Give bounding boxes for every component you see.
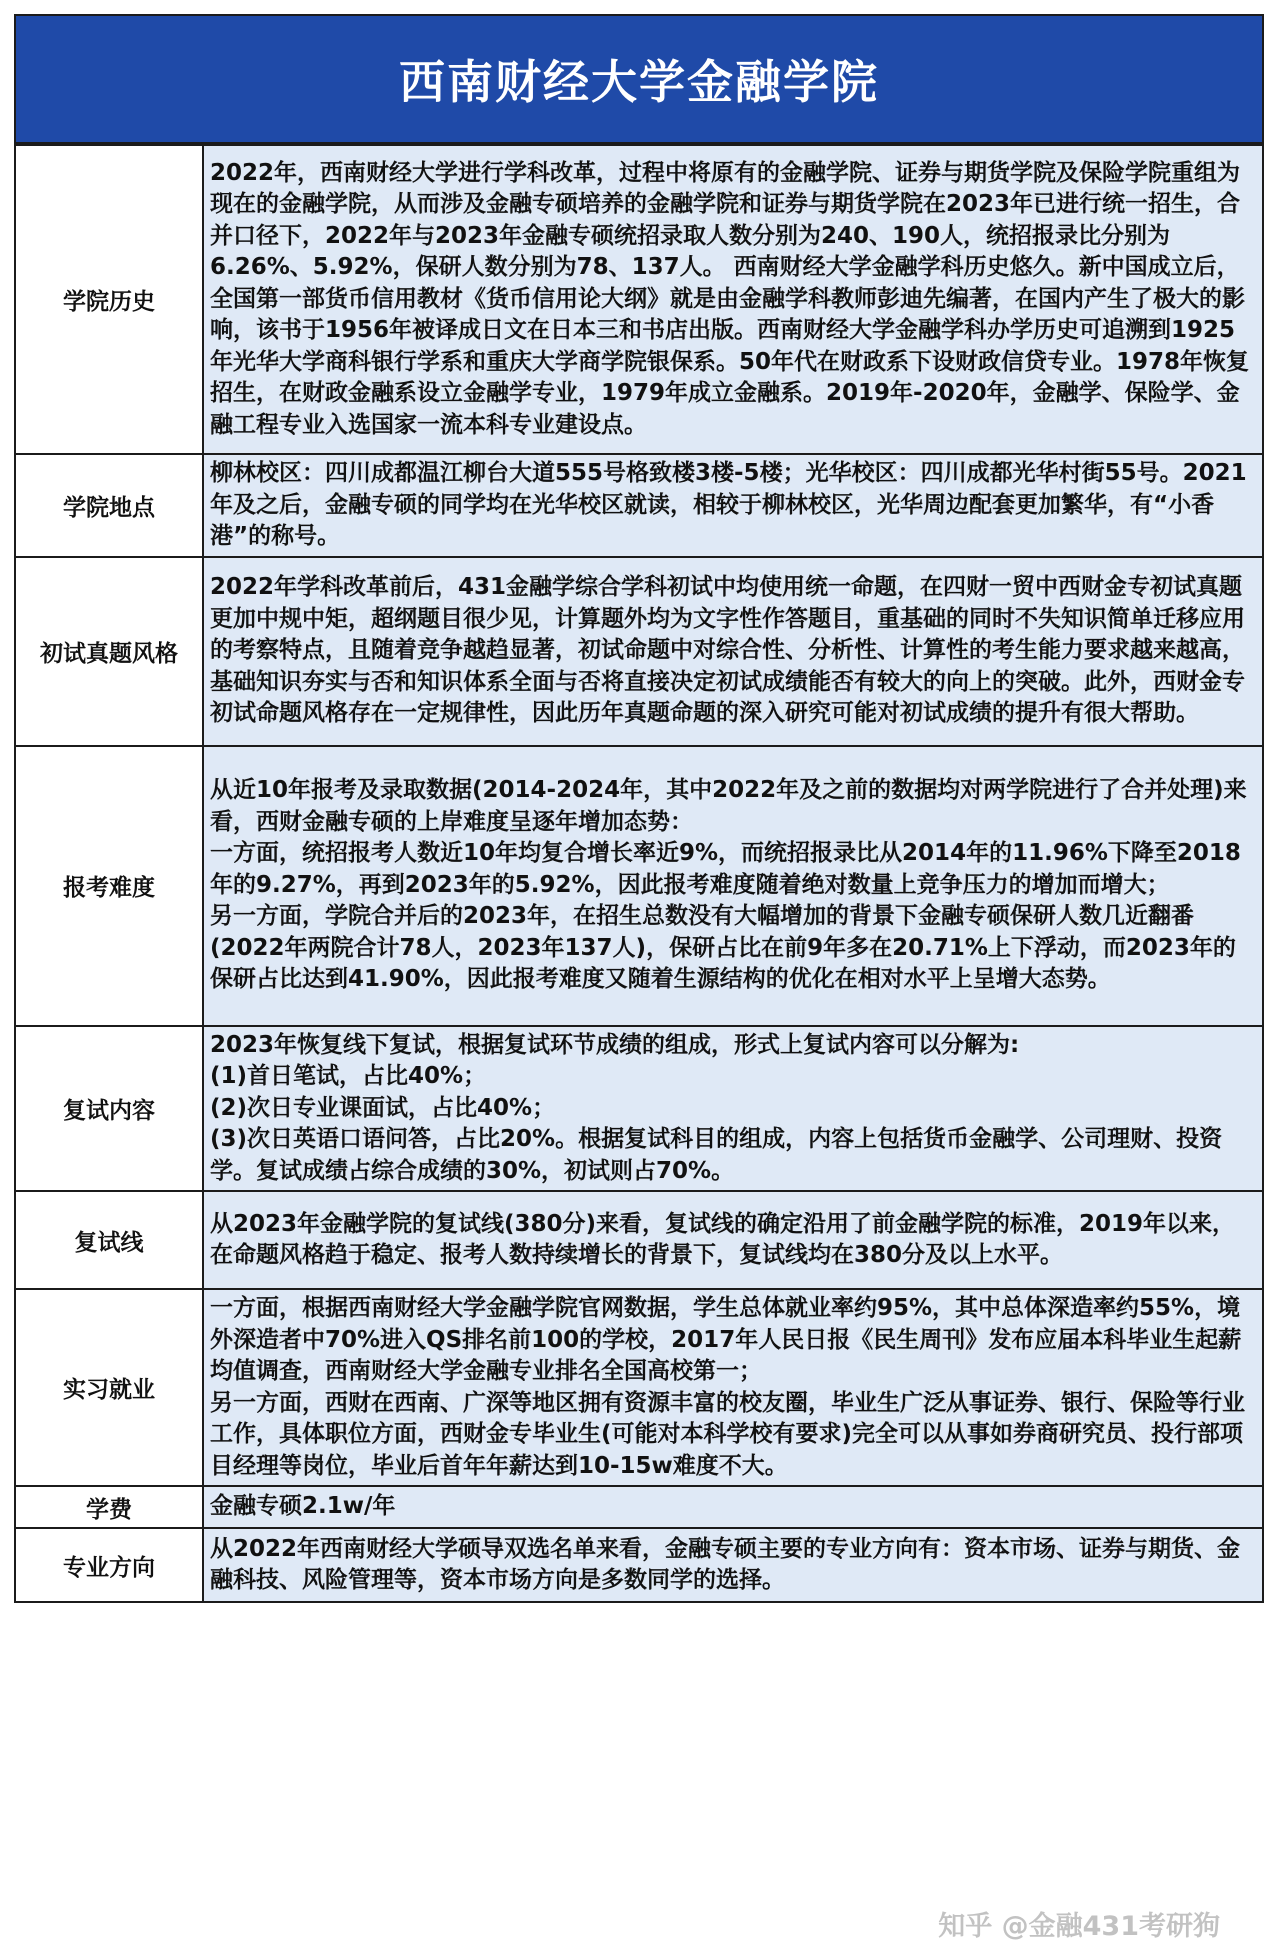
row-label-history: 学院历史 — [15, 145, 203, 454]
table-row — [15, 1528, 1263, 1602]
table-row — [15, 1026, 1263, 1192]
info-table — [14, 144, 1264, 1603]
table-row — [15, 1486, 1263, 1528]
paragraph: 2022年学科改革前后，431金融学综合学科初试中均使用统一命题，在四财一贸中西财金专初试真题更加中规中矩，超纲题目很少见，计算题外均为文字性作答题目，重基础的同时不失知识简单迁移应用的考察特点，且随着竞争越趋显著，初试命题中对综合性、分析性、计算性的考生能力要求越来越高，基础知识夯实与否和知识体系全面与否将直接决定初试成绩能否有较大的向上的突破。此外，西财金专初试命题风格存在一定规律性，因此历年真题命题的深入研究可能对初试成绩的提升有很大帮助。 — [210, 574, 1245, 727]
row-content-retest-content — [203, 1026, 1263, 1192]
paragraph: (1)首日笔试，占比40%； — [210, 1063, 487, 1089]
row-label-retest-line: 复试线 — [15, 1191, 203, 1289]
row-content-difficulty — [203, 746, 1263, 1026]
paragraph: 2022年，西南财经大学进行学科改革，过程中将原有的金融学院、证券与期货学院及保险学院重组为现在的金融学院，从而涉及金融专硕培养的金融学院和证券与期货学院在2023年已进行统一招生，合并口径下，2022年与2023年金融专硕统招录取人数分别为240、190人，统招报录比分别为6.26%、5.92%，保研人数分别为78、137人。 西南财经大学金融学科历史悠久。新中国成立后，全国第一部货币信用教材《货币信用论大纲》就是由金融学科教师彭迪先编著，在国内产生了极大的影响，该书于1956年被译成日文在日本三和书店出版。西南财经大学金融学科办学历史可追溯到1925年光华大学商科银行学系和重庆大学商学院银保系。50年代在财政系下设财政信贷专业。1978年恢复招生，在财政金融系设立金融学专业，1979年成立金融系。2019年-2020年，金融学、保险学、金融工程专业入选国家一流本科专业建设点。 — [210, 159, 1250, 438]
watermark: 知乎 @金融431考研狗 — [938, 1911, 1220, 1942]
paragraph: 从2023年金融学院的复试线(380分)来看，复试线的确定沿用了前金融学院的标准，2019年以来，在命题风格趋于稳定、报考人数持续增长的背景下，复试线均在380分及以上水平。 — [210, 1210, 1236, 1268]
table-row — [15, 1289, 1263, 1486]
row-label-difficulty: 报考难度 — [15, 746, 203, 1026]
row-label-employment: 实习就业 — [15, 1289, 203, 1486]
paragraph: 一方面，根据西南财经大学金融学院官网数据，学生总体就业率约95%，其中总体深造率约55%，境外深造者中70%进入QS排名前100的学校，2017年人民日报《民生周刊》发布应届本科毕业生起薪均值调查，西南财经大学金融专业排名全国高校第一； — [210, 1295, 1242, 1384]
table-row — [15, 145, 1263, 454]
row-label-tuition: 学费 — [15, 1486, 203, 1528]
table-row — [15, 746, 1263, 1026]
info-sheet — [14, 14, 1264, 1603]
row-label-location: 学院地点 — [15, 454, 203, 557]
table-row — [15, 557, 1263, 746]
paragraph: 另一方面，西财在西南、广深等地区拥有资源丰富的校友圈，毕业生广泛从事证券、银行、保险等行业工作，具体职位方面，西财金专毕业生(可能对本科学校有要求)完全可以从事如券商研究员、投行部项目经理等岗位，毕业后首年年薪达到10-15w难度不大。 — [210, 1389, 1245, 1479]
table-row — [15, 1191, 1263, 1289]
paragraph: 从近10年报考及录取数据(2014-2024年，其中2022年及之前的数据均对两学院进行了合并处理)来看，西财金融专硕的上岸难度呈逐年增加态势： — [210, 777, 1247, 835]
row-content-direction — [203, 1528, 1263, 1602]
row-content-history — [203, 145, 1263, 454]
paragraph: 另一方面，学院合并后的2023年，在招生总数没有大幅增加的背景下金融专硕保研人数几近翻番(2022年两院合计78人，2023年137人)，保研占比在前9年多在20.71%上下浮动，而2023年的保研占比达到41.90%，因此报考难度又随着生源结构的优化在相对水平上呈增大态势。 — [210, 903, 1236, 993]
row-label-retest-content: 复试内容 — [15, 1026, 203, 1192]
row-content-location — [203, 454, 1263, 557]
row-content-retest-line — [203, 1191, 1263, 1289]
paragraph: 金融专硕2.1w/年 — [210, 1493, 396, 1520]
paragraph: 一方面，统招报考人数近10年均复合增长率近9%，而统招报录比从2014年的11.96%下降至2018年的9.27%，再到2023年的5.92%，因此报考难度随着绝对数量上竞争压力的增加而增大； — [210, 840, 1241, 898]
paragraph: (3)次日英语口语问答，占比20%。根据复试科目的组成，内容上包括货币金融学、公司理财、投资学。复试成绩占综合成绩的30%，初试则占70%。 — [210, 1126, 1223, 1184]
paragraph: 柳林校区：四川成都温江柳台大道555号格致楼3楼-5楼；光华校区：四川成都光华村街55号。2021年及之后，金融专硕的同学均在光华校区就读，相较于柳林校区，光华周边配套更加繁华，有“小香港”的称号。 — [210, 460, 1247, 549]
row-label-direction: 专业方向 — [15, 1528, 203, 1602]
row-content-exam-style — [203, 557, 1263, 746]
table-row — [15, 454, 1263, 557]
paragraph: 2023年恢复线下复试，根据复试环节成绩的组成，形式上复试内容可以分解为: — [210, 1031, 1020, 1058]
row-label-exam-style: 初试真题风格 — [15, 557, 203, 746]
row-content-tuition — [203, 1486, 1263, 1528]
paragraph: 从2022年西南财经大学硕导双选名单来看，金融专硕主要的专业方向有：资本市场、证券与期货、金融科技、风险管理等，资本市场方向是多数同学的选择。 — [210, 1535, 1241, 1593]
row-content-employment — [203, 1289, 1263, 1486]
sheet-title: 西南财经大学金融学院 — [14, 14, 1264, 144]
paragraph: (2)次日专业课面试，占比40%； — [210, 1094, 556, 1121]
